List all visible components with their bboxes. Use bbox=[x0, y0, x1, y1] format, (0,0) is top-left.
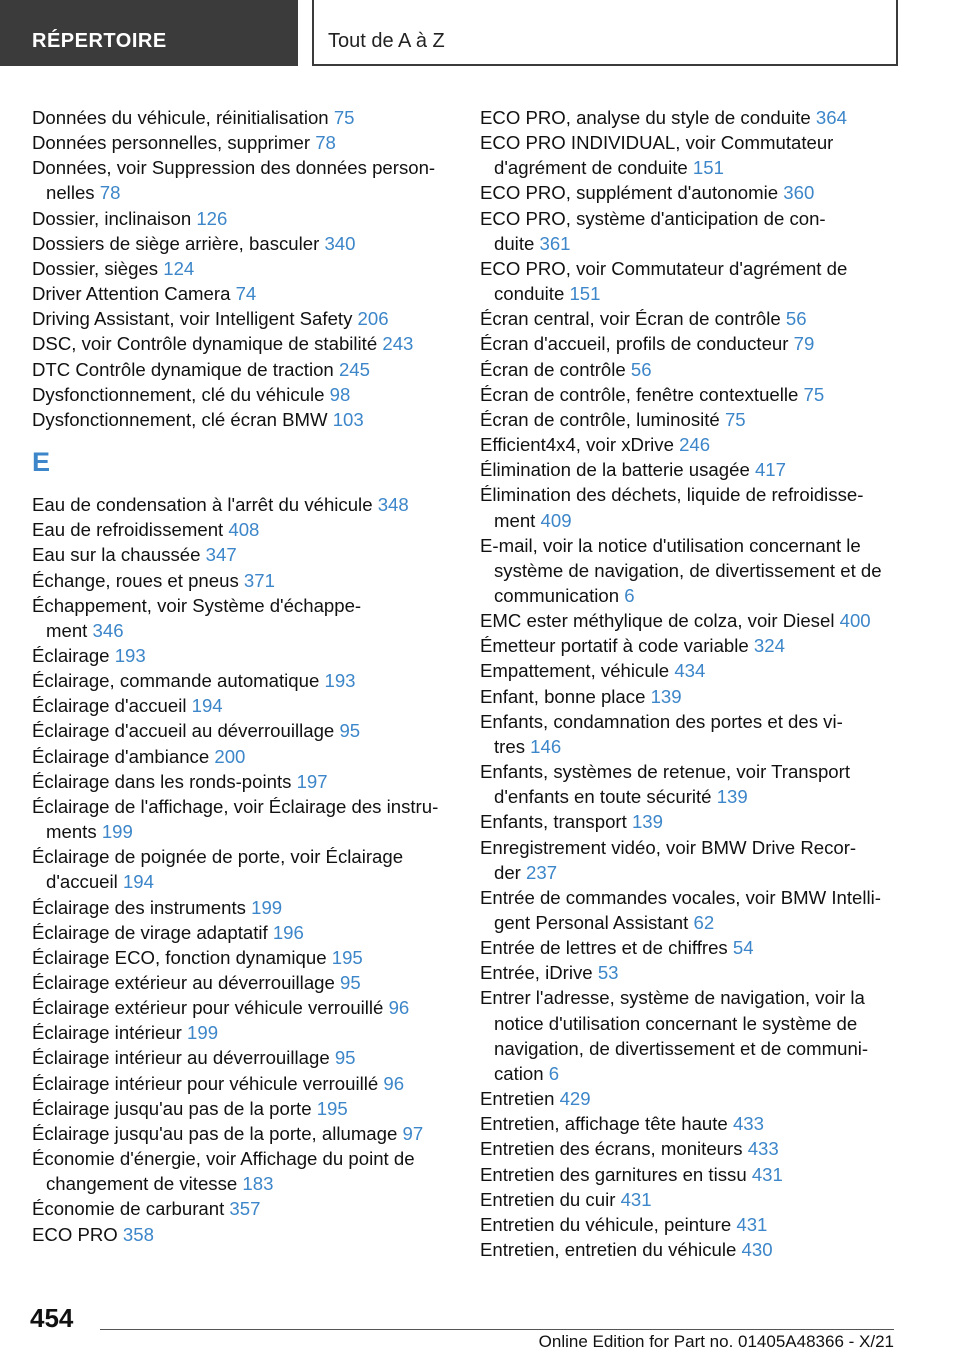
page-reference-link[interactable]: 346 bbox=[92, 619, 124, 641]
index-entry bbox=[32, 130, 462, 155]
page-reference-link[interactable]: 237 bbox=[526, 861, 558, 883]
index-entry bbox=[480, 759, 920, 809]
entry-text: DTC Contrôle dynamique de traction bbox=[32, 358, 339, 380]
index-entry bbox=[480, 457, 920, 482]
page-reference-link[interactable]: 361 bbox=[539, 232, 571, 254]
index-entry bbox=[480, 633, 920, 658]
page-reference-link[interactable]: 97 bbox=[402, 1122, 424, 1144]
page-reference-link[interactable]: 360 bbox=[783, 182, 815, 204]
index-entry bbox=[480, 1237, 920, 1262]
index-entry bbox=[480, 1187, 920, 1212]
page-reference-link[interactable]: 246 bbox=[679, 434, 711, 456]
index-entry bbox=[32, 105, 462, 130]
page-reference-link[interactable]: 199 bbox=[187, 1022, 219, 1044]
entry-text: Enfants, transport bbox=[480, 811, 632, 833]
entry-text: conduite bbox=[494, 283, 570, 305]
page-reference-link[interactable]: 433 bbox=[747, 1138, 779, 1160]
entry-text: ment bbox=[46, 619, 93, 641]
page-reference-link[interactable]: 151 bbox=[692, 157, 724, 179]
page-reference-link[interactable]: 124 bbox=[163, 257, 195, 279]
page-reference-link[interactable]: 54 bbox=[732, 937, 754, 959]
page-reference-link[interactable]: 139 bbox=[650, 685, 682, 707]
index-entry bbox=[480, 684, 920, 709]
page-reference-link[interactable]: 243 bbox=[382, 333, 414, 355]
entry-text: ECO PRO, voir Commutateur d'agrément de bbox=[480, 257, 848, 279]
index-entry bbox=[480, 482, 920, 532]
page-reference-link[interactable]: 433 bbox=[732, 1113, 764, 1135]
entry-text: ECO PRO, système d'anticipation de con- bbox=[480, 207, 826, 229]
page-reference-link[interactable]: 197 bbox=[296, 770, 328, 792]
page-reference-link[interactable]: 431 bbox=[751, 1163, 783, 1185]
index-entry bbox=[32, 256, 462, 281]
entry-text: Échappement, voir Système d'échappe- bbox=[32, 594, 362, 616]
entry-text: Éclairage dans les ronds-points bbox=[32, 770, 297, 792]
page-reference-link[interactable]: 151 bbox=[569, 283, 601, 305]
entry-text: Éclairage extérieur au déverrouillage bbox=[32, 972, 341, 993]
page-reference-link[interactable]: 74 bbox=[235, 283, 257, 305]
page-reference-link[interactable]: 196 bbox=[272, 921, 304, 943]
index-entry bbox=[32, 1071, 462, 1096]
entry-text: Éclairage d'ambiance bbox=[32, 745, 215, 767]
entry-text: Écran central, voir Écran de contrôle bbox=[480, 308, 786, 330]
page-reference-link[interactable]: 95 bbox=[340, 972, 361, 993]
entry-text: Éclairage de virage adaptatif bbox=[32, 921, 273, 943]
page-reference-link[interactable]: 429 bbox=[559, 1088, 591, 1110]
entry-text: Entrée de commandes vocales, voir BMW Intelli- bbox=[480, 886, 881, 908]
entry-text: Éclairage intérieur bbox=[32, 1022, 188, 1044]
page-reference-link[interactable]: 199 bbox=[101, 821, 133, 843]
page-reference-link[interactable]: 95 bbox=[334, 1047, 356, 1069]
page-reference-link[interactable]: 194 bbox=[191, 695, 223, 717]
page-reference-link[interactable]: 400 bbox=[839, 610, 871, 632]
index-entry bbox=[32, 1045, 462, 1070]
page-reference-link[interactable]: 347 bbox=[205, 544, 237, 566]
entry-text: Éclairage d'accueil au déverrouillage bbox=[32, 720, 340, 742]
entry-text: tres bbox=[494, 735, 531, 757]
page-reference-link[interactable]: 430 bbox=[741, 1239, 773, 1261]
index-entry bbox=[480, 1111, 920, 1136]
page-reference-link[interactable]: 357 bbox=[229, 1198, 261, 1220]
index-entry bbox=[32, 492, 462, 517]
page-reference-link[interactable]: 6 bbox=[624, 584, 635, 606]
index-entry bbox=[480, 1086, 920, 1111]
entry-text: Éclairage jusqu'au pas de la porte, allumage bbox=[32, 1122, 403, 1144]
section-tab bbox=[0, 0, 298, 66]
entry-text: Dossiers de siège arrière, basculer bbox=[32, 232, 325, 254]
entry-text: Entretien des garnitures en tissu bbox=[480, 1163, 752, 1185]
index-entry bbox=[32, 744, 462, 769]
index-entry bbox=[32, 643, 462, 668]
page-reference-link[interactable]: 62 bbox=[693, 912, 715, 933]
entry-text: Dossier, sièges bbox=[32, 257, 164, 279]
index-entry bbox=[32, 593, 462, 643]
entry-text: communication bbox=[494, 584, 625, 606]
index-entry bbox=[480, 105, 920, 130]
index-entry bbox=[32, 668, 462, 693]
page-reference-link[interactable]: 95 bbox=[339, 720, 361, 742]
entry-text: Éclairage intérieur au déverrouillage bbox=[32, 1047, 335, 1069]
entry-text: Élimination des déchets, liquide de refroidisse- bbox=[480, 484, 864, 506]
page-reference-link[interactable]: 364 bbox=[815, 107, 847, 128]
entry-text: navigation, de divertissement et de communi- bbox=[494, 1037, 869, 1059]
index-entry bbox=[32, 281, 462, 306]
entry-text: Données personnelles, supprimer bbox=[32, 132, 316, 154]
index-entry bbox=[480, 835, 920, 885]
page-reference-link[interactable]: 409 bbox=[540, 509, 572, 531]
index-entry bbox=[32, 1020, 462, 1045]
entry-text: Entrée, iDrive bbox=[480, 962, 598, 984]
page-reference-link[interactable]: 340 bbox=[324, 232, 356, 254]
index-entry bbox=[32, 155, 462, 205]
page-reference-link[interactable]: 139 bbox=[716, 786, 748, 808]
index-entry bbox=[32, 769, 462, 794]
entry-text: Éclairage bbox=[32, 644, 115, 666]
entry-text: Élimination de la batterie usagée bbox=[480, 459, 755, 481]
entry-text: Eau sur la chaussée bbox=[32, 544, 206, 566]
page-reference-link[interactable]: 245 bbox=[338, 358, 370, 380]
index-entry bbox=[480, 1136, 920, 1161]
index-entry bbox=[32, 206, 462, 231]
index-entry bbox=[480, 1162, 920, 1187]
page-reference-link[interactable]: 78 bbox=[99, 182, 121, 204]
entry-text: Données du véhicule, réinitialisation bbox=[32, 107, 334, 128]
page-reference-link[interactable]: 146 bbox=[530, 735, 562, 757]
index-entry bbox=[480, 709, 920, 759]
entry-text: d'accueil bbox=[46, 871, 123, 893]
entry-text: Eau de condensation à l'arrêt du véhicule bbox=[32, 494, 378, 516]
entry-text: Efficient4x4, voir xDrive bbox=[480, 434, 680, 456]
entry-text: Driver Attention Camera bbox=[32, 283, 236, 305]
entry-text: ment bbox=[494, 509, 541, 531]
index-entry bbox=[32, 1222, 462, 1247]
page-reference-link[interactable]: 139 bbox=[631, 811, 663, 833]
entry-text: Dysfonctionnement, clé du véhicule bbox=[32, 383, 330, 405]
index-entry bbox=[480, 533, 920, 608]
index-entry bbox=[32, 1146, 462, 1196]
entry-text: duite bbox=[494, 232, 540, 254]
index-entry bbox=[480, 1212, 920, 1237]
entry-text: Enfants, condamnation des portes et des vi- bbox=[480, 710, 843, 732]
index-entry bbox=[480, 331, 920, 356]
index-entry bbox=[32, 1121, 462, 1146]
index-entry bbox=[32, 970, 462, 995]
page-reference-link[interactable]: 183 bbox=[242, 1173, 274, 1195]
index-entry bbox=[480, 608, 920, 633]
index-entry bbox=[32, 568, 462, 593]
index-entry bbox=[32, 718, 462, 743]
index-entry bbox=[32, 231, 462, 256]
page-reference-link[interactable]: 126 bbox=[196, 207, 228, 229]
entry-text: Enregistrement vidéo, voir BMW Drive Recor- bbox=[480, 836, 857, 858]
entry-text: Entretien, entretien du véhicule bbox=[480, 1239, 742, 1261]
page-reference-link[interactable]: 194 bbox=[122, 871, 154, 893]
entry-text: ECO PRO bbox=[32, 1223, 123, 1245]
entry-text: Économie d'énergie, voir Affichage du point de bbox=[32, 1148, 415, 1170]
entry-text: d'agrément de conduite bbox=[494, 157, 693, 179]
entry-text: Éclairage de poignée de porte, voir Éclairage bbox=[32, 846, 404, 868]
index-entry bbox=[32, 407, 462, 432]
entry-text: Éclairage, commande automatique bbox=[32, 670, 325, 692]
page-reference-link[interactable]: 75 bbox=[724, 408, 746, 430]
index-entry bbox=[32, 382, 462, 407]
section-title: RÉPERTOIRE bbox=[32, 30, 167, 52]
entry-text: Écran de contrôle bbox=[480, 358, 631, 380]
footer-divider bbox=[100, 1329, 894, 1330]
page-reference-link[interactable]: 75 bbox=[333, 107, 355, 128]
index-entry bbox=[480, 960, 920, 985]
index-entry bbox=[32, 542, 462, 567]
entry-text: ECO PRO, analyse du style de conduite bbox=[480, 107, 816, 128]
index-letter-heading: E bbox=[32, 447, 51, 478]
index-entry bbox=[32, 331, 462, 356]
index-entry bbox=[480, 935, 920, 960]
entry-text: nelles bbox=[46, 182, 100, 204]
page-reference-link[interactable]: 199 bbox=[251, 896, 283, 918]
entry-text: Écran de contrôle, fenêtre contextuelle bbox=[480, 383, 804, 405]
index-entry bbox=[480, 658, 920, 683]
index-entry bbox=[480, 357, 920, 382]
entry-text: EMC ester méthylique de colza, voir Diesel bbox=[480, 610, 840, 632]
entry-text: Entrée de lettres et de chiffres bbox=[480, 937, 733, 959]
entry-text: Émetteur portatif à code variable bbox=[480, 635, 754, 657]
entry-text: changement de vitesse bbox=[46, 1173, 243, 1195]
index-entry bbox=[480, 382, 920, 407]
index-entry bbox=[480, 985, 920, 1086]
index-entry bbox=[32, 995, 462, 1020]
index-entry bbox=[480, 130, 920, 180]
index-entry bbox=[32, 1096, 462, 1121]
entry-text: Entretien des écrans, moniteurs bbox=[480, 1138, 748, 1160]
entry-text: ECO PRO INDIVIDUAL, voir Commutateur bbox=[480, 132, 834, 154]
page-reference-link[interactable]: 193 bbox=[324, 670, 356, 692]
index-entry bbox=[32, 844, 462, 894]
page-reference-link[interactable]: 56 bbox=[785, 308, 807, 330]
page-reference-link[interactable]: 195 bbox=[331, 946, 363, 968]
index-entry bbox=[32, 517, 462, 542]
index-entry bbox=[32, 306, 462, 331]
page-reference-link[interactable]: 358 bbox=[122, 1223, 154, 1245]
entry-text: d'enfants en toute sécurité bbox=[494, 786, 717, 808]
entry-text: Économie de carburant bbox=[32, 1198, 230, 1220]
entry-text: Éclairage de l'affichage, voir Éclairage des instru- bbox=[32, 795, 439, 817]
index-entry bbox=[32, 1196, 462, 1221]
entry-text: Éclairage jusqu'au pas de la porte bbox=[32, 1097, 317, 1119]
entry-text: notice d'utilisation concernant le système de bbox=[494, 1012, 858, 1034]
entry-text: ECO PRO, supplément d'autonomie bbox=[480, 182, 784, 204]
entry-text: Enfant, bonne place bbox=[480, 685, 651, 707]
page-number: 454 bbox=[30, 1303, 74, 1333]
page-reference-link[interactable]: 79 bbox=[793, 333, 815, 355]
entry-text: Entretien bbox=[480, 1088, 560, 1110]
page-reference-link[interactable]: 56 bbox=[630, 358, 652, 380]
page-reference-link[interactable]: 6 bbox=[548, 1062, 560, 1084]
header-subtitle: Tout de A à Z bbox=[328, 30, 445, 52]
entry-text: Éclairage extérieur pour véhicule verrouillé bbox=[32, 997, 389, 1019]
entry-text: Entretien, affichage tête haute bbox=[480, 1113, 733, 1135]
entry-text: Éclairage d'accueil bbox=[32, 695, 192, 717]
entry-text: Écran d'accueil, profils de conducteur bbox=[480, 333, 794, 355]
index-column-right bbox=[480, 105, 920, 1262]
index-entry bbox=[480, 206, 920, 256]
page-reference-link[interactable]: 75 bbox=[803, 383, 825, 405]
page-reference-link[interactable]: 200 bbox=[214, 745, 246, 767]
index-entry bbox=[32, 920, 462, 945]
index-entry bbox=[32, 945, 462, 970]
page-reference-link[interactable]: 408 bbox=[228, 519, 260, 541]
page-reference-link[interactable]: 431 bbox=[736, 1213, 768, 1235]
page-reference-link[interactable]: 193 bbox=[114, 644, 146, 666]
page-reference-link[interactable]: 348 bbox=[377, 494, 409, 516]
index-entry bbox=[32, 895, 462, 920]
index-column-left bbox=[32, 105, 462, 1247]
index-entry bbox=[480, 180, 920, 205]
page-reference-link[interactable]: 103 bbox=[332, 408, 364, 430]
entry-text: gent Personal Assistant bbox=[494, 912, 694, 933]
page-reference-link[interactable]: 324 bbox=[753, 635, 785, 657]
page-reference-link[interactable]: 434 bbox=[674, 660, 706, 682]
entry-text: Échange, roues et pneus bbox=[32, 569, 244, 591]
entry-text: Driving Assistant, voir Intelligent Safety bbox=[32, 308, 358, 330]
page-reference-link[interactable]: 98 bbox=[329, 383, 351, 405]
page-reference-link[interactable]: 96 bbox=[383, 1072, 405, 1094]
page-reference-link[interactable]: 53 bbox=[597, 962, 619, 984]
header-subtitle-box bbox=[312, 0, 898, 66]
index-entry bbox=[480, 885, 920, 935]
entry-text: Données, voir Suppression des données person- bbox=[32, 157, 436, 179]
entry-text: Enfants, systèmes de retenue, voir Transport bbox=[480, 761, 850, 783]
entry-text: Dysfonctionnement, clé écran BMW bbox=[32, 408, 333, 430]
index-entry bbox=[32, 794, 462, 844]
entry-text: ments bbox=[46, 821, 102, 843]
entry-text: Entretien du véhicule, peinture bbox=[480, 1213, 737, 1235]
index-entry bbox=[480, 809, 920, 834]
entry-text: E-mail, voir la notice d'utilisation concernant le bbox=[480, 534, 861, 556]
entry-text: Entrer l'adresse, système de navigation, voir la bbox=[480, 987, 865, 1009]
page-reference-link[interactable]: 371 bbox=[243, 569, 275, 591]
index-entry bbox=[480, 432, 920, 457]
page-reference-link[interactable]: 96 bbox=[388, 997, 410, 1019]
index-entry bbox=[32, 693, 462, 718]
entry-text: Empattement, véhicule bbox=[480, 660, 675, 682]
entry-text: système de navigation, de divertissement et de bbox=[494, 559, 882, 581]
page-reference-link[interactable]: 417 bbox=[754, 459, 786, 481]
page-reference-link[interactable]: 431 bbox=[620, 1188, 652, 1210]
index-entry bbox=[480, 256, 920, 306]
entry-text: Dossier, inclinaison bbox=[32, 207, 197, 229]
entry-text: Éclairage des instruments bbox=[32, 896, 252, 918]
index-entry bbox=[480, 407, 920, 432]
index-entry bbox=[480, 306, 920, 331]
entry-text: Écran de contrôle, luminosité bbox=[480, 408, 725, 430]
page-reference-link[interactable]: 78 bbox=[315, 132, 336, 154]
page-reference-link[interactable]: 206 bbox=[357, 308, 389, 330]
entry-text: Entretien du cuir bbox=[480, 1188, 621, 1210]
entry-text: DSC, voir Contrôle dynamique de stabilité bbox=[32, 333, 383, 355]
entry-text: Eau de refroidissement bbox=[32, 519, 229, 541]
index-entry bbox=[32, 357, 462, 382]
entry-text: Éclairage ECO, fonction dynamique bbox=[32, 946, 332, 968]
footer-edition: Online Edition for Part no. 01405A48366 - X/21 bbox=[538, 1332, 894, 1351]
page-reference-link[interactable]: 195 bbox=[316, 1097, 348, 1119]
entry-text: Éclairage intérieur pour véhicule verrouillé bbox=[32, 1072, 384, 1094]
entry-text: der bbox=[494, 861, 527, 883]
entry-text: cation bbox=[494, 1062, 549, 1084]
